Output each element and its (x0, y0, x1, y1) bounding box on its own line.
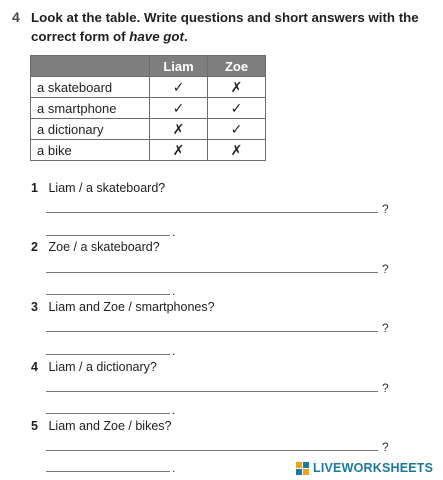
question-answer-line-2[interactable] (46, 272, 378, 273)
column-header-liam: Liam (150, 56, 208, 77)
question-mark: ? (382, 202, 389, 216)
period: . (172, 284, 176, 298)
question-prompt: Liam and Zoe / bikes? (48, 419, 172, 433)
mark-zoe: ✓ (208, 119, 266, 140)
table-row (31, 98, 266, 119)
table-row (31, 140, 266, 161)
logo-text: LIVEWORKSHEETS (313, 461, 434, 475)
question-number: 1 (31, 181, 38, 195)
question-4 (31, 360, 157, 374)
question-prompt: Liam / a dictionary? (48, 360, 157, 374)
row-item: a bike (31, 140, 150, 161)
table-header-row (31, 56, 266, 77)
period: . (172, 461, 176, 475)
logo-icon (296, 462, 310, 475)
column-header-zoe: Zoe (208, 56, 266, 77)
question-number: 5 (31, 419, 38, 433)
question-number: 3 (31, 300, 38, 314)
question-1 (31, 181, 165, 195)
table-row (31, 119, 266, 140)
mark-zoe: ✓ (208, 98, 266, 119)
row-item: a skateboard (31, 77, 150, 98)
question-2 (31, 240, 160, 254)
short-answer-line-2[interactable] (46, 294, 170, 295)
period: . (172, 403, 176, 417)
short-answer-line-5[interactable] (46, 471, 170, 472)
liveworksheets-logo (296, 461, 433, 475)
question-mark: ? (382, 440, 389, 454)
instruction-end: . (183, 29, 188, 44)
table-row (31, 77, 266, 98)
short-answer-line-4[interactable] (46, 413, 170, 414)
row-item: a dictionary (31, 119, 150, 140)
instruction (31, 8, 431, 46)
question-number: 2 (31, 240, 38, 254)
row-item: a smartphone (31, 98, 150, 119)
question-prompt: Zoe / a skateboard? (48, 240, 160, 254)
question-number: 4 (31, 360, 38, 374)
question-prompt: Liam and Zoe / smartphones? (48, 300, 215, 314)
question-3 (31, 300, 215, 314)
possession-table (30, 55, 266, 161)
mark-liam: ✗ (150, 119, 208, 140)
mark-liam: ✗ (150, 140, 208, 161)
mark-liam: ✓ (150, 98, 208, 119)
mark-zoe: ✗ (208, 140, 266, 161)
instruction-text: Look at the table. Write questions and short answers with the correct form of (31, 10, 419, 44)
question-mark: ? (382, 381, 389, 395)
question-mark: ? (382, 262, 389, 276)
table-corner (31, 56, 150, 77)
period: . (172, 344, 176, 358)
instruction-emphasis: have got (129, 29, 184, 44)
mark-zoe: ✗ (208, 77, 266, 98)
mark-liam: ✓ (150, 77, 208, 98)
question-prompt: Liam / a skateboard? (48, 181, 166, 195)
question-answer-line-5[interactable] (46, 450, 378, 451)
period: . (172, 225, 176, 239)
question-answer-line-4[interactable] (46, 391, 378, 392)
question-answer-line-3[interactable] (46, 331, 378, 332)
question-5 (31, 419, 171, 433)
short-answer-line-3[interactable] (46, 354, 170, 355)
question-mark: ? (382, 321, 389, 335)
short-answer-line-1[interactable] (46, 235, 170, 236)
question-answer-line-1[interactable] (46, 212, 378, 213)
exercise-number: 4 (12, 9, 20, 25)
